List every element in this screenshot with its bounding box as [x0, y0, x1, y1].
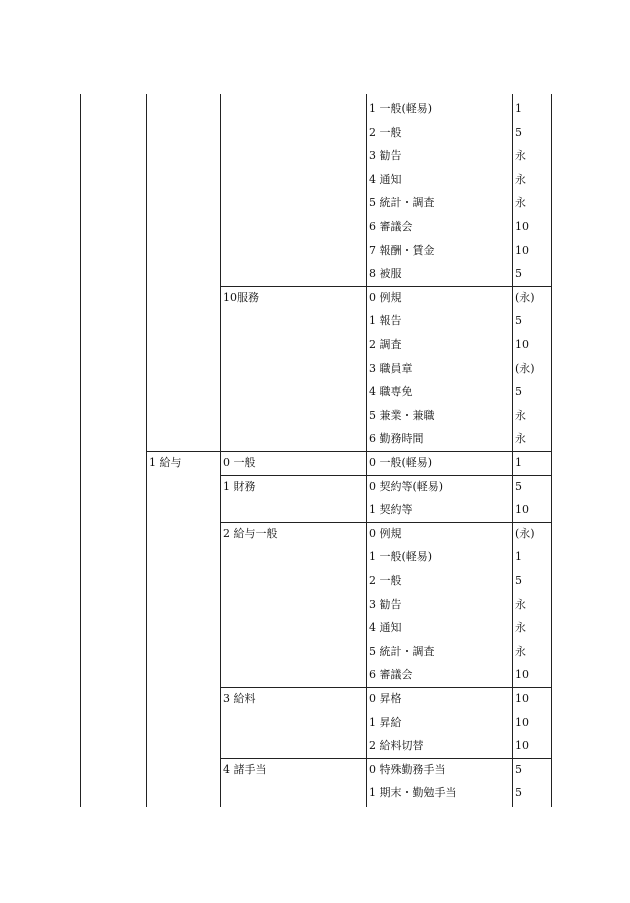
cell-minor: 0 例規 — [369, 526, 402, 540]
group-rule-major — [146, 451, 552, 452]
cell-retention: 5 — [515, 762, 522, 776]
cell-minor: 3 勧告 — [369, 597, 402, 611]
group-rule-middle — [220, 286, 552, 287]
cell-retention: 10 — [515, 692, 529, 705]
cell-retention: 5 — [515, 786, 522, 800]
cell-minor: 4 職専免 — [369, 385, 413, 399]
cell-retention: 10 — [515, 220, 529, 233]
cell-minor: 1 一般(軽易) — [369, 102, 433, 115]
cell-major: 1 給与 — [149, 456, 182, 469]
cell-minor: 0 契約等(軽易) — [369, 479, 444, 493]
cell-retention: 5 — [515, 125, 522, 139]
cell-retention: 永 — [515, 597, 526, 611]
cell-minor: 2 調査 — [369, 338, 402, 351]
cell-minor: 3 勧告 — [369, 149, 402, 163]
group-rule-middle — [220, 687, 552, 688]
cell-middle: 1 財務 — [223, 479, 256, 493]
cell-retention: 永 — [515, 149, 526, 163]
cell-retention: 5 — [515, 479, 522, 493]
cell-middle: 0 一般 — [223, 456, 256, 469]
cell-retention: 5 — [515, 314, 522, 328]
cell-minor: 5 統計・調査 — [369, 196, 435, 210]
cell-minor: 0 昇格 — [369, 692, 402, 705]
cell-retention: 1 — [515, 550, 522, 564]
cell-retention: 1 — [515, 456, 522, 469]
cell-middle: 3 給料 — [223, 692, 256, 705]
cell-retention: 永 — [515, 196, 526, 210]
cell-retention: (永) — [515, 290, 535, 304]
cell-minor: 2 一般 — [369, 574, 402, 587]
cell-retention: 10 — [515, 715, 529, 729]
cell-minor: 5 統計・調査 — [369, 644, 435, 658]
cell-retention: 永 — [515, 172, 526, 186]
cell-retention: 永 — [515, 621, 526, 635]
cell-retention: 10 — [515, 668, 529, 682]
cell-minor: 1 昇給 — [369, 715, 402, 729]
cell-retention: 1 — [515, 102, 522, 115]
cell-middle: 2 給与一般 — [223, 526, 278, 540]
cell-retention: 永 — [515, 432, 526, 446]
cell-retention: 10 — [515, 739, 529, 753]
cell-retention: 5 — [515, 267, 522, 281]
cell-retention: (永) — [515, 526, 535, 540]
cell-retention: 5 — [515, 574, 522, 587]
cell-minor: 7 報酬・賃金 — [369, 243, 435, 257]
cell-minor: 2 一般 — [369, 125, 402, 139]
cell-retention: 10 — [515, 243, 529, 257]
cell-retention: 5 — [515, 385, 522, 399]
cell-retention: 10 — [515, 503, 529, 517]
cell-minor: 1 契約等 — [369, 503, 413, 517]
cell-minor: 4 通知 — [369, 172, 402, 186]
group-rule-middle — [220, 758, 552, 759]
cell-retention: 永 — [515, 644, 526, 658]
cell-minor: 1 期末・勤勉手当 — [369, 786, 457, 800]
cell-minor: 5 兼業・兼職 — [369, 408, 435, 422]
cell-minor: 6 審議会 — [369, 668, 413, 682]
cell-minor: 0 例規 — [369, 290, 402, 304]
cell-minor: 4 通知 — [369, 621, 402, 635]
cell-retention: 10 — [515, 338, 529, 351]
cell-retention: 永 — [515, 408, 526, 422]
cell-minor: 6 審議会 — [369, 220, 413, 233]
cell-middle: 4 諸手当 — [223, 762, 267, 776]
cell-retention: (永) — [515, 361, 535, 375]
cell-minor: 1 報告 — [369, 314, 402, 328]
group-rule-middle — [220, 522, 552, 523]
cell-middle: 10服務 — [223, 290, 259, 304]
cell-minor: 1 一般(軽易) — [369, 550, 433, 564]
cell-minor: 6 勤務時間 — [369, 432, 424, 446]
cell-minor: 0 特殊勤務手当 — [369, 762, 446, 776]
cell-minor: 3 職員章 — [369, 361, 413, 375]
cell-minor: 0 一般(軽易) — [369, 456, 433, 469]
cell-minor: 2 給料切替 — [369, 739, 424, 753]
cell-minor: 8 被服 — [369, 267, 402, 281]
column-rule-0 — [80, 94, 81, 807]
group-rule-middle — [220, 475, 552, 476]
